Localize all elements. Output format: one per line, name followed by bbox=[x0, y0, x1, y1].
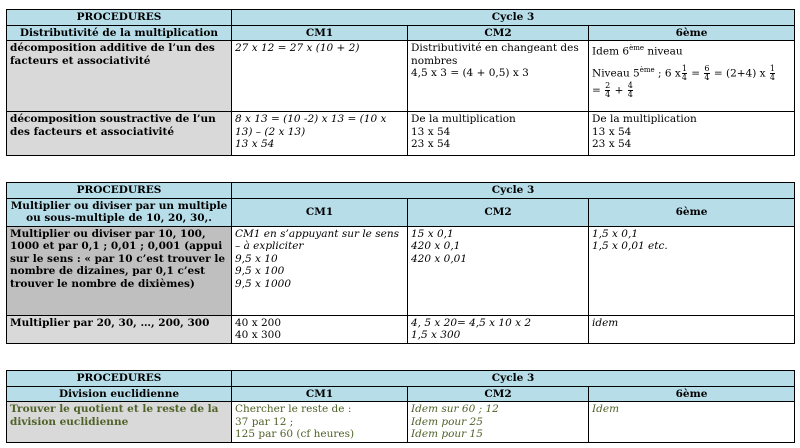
row-label: décomposition soustractive de l’un des facteurs et associativité bbox=[7, 112, 232, 156]
col-6e: 6ème bbox=[589, 198, 795, 226]
cell-line: 23 x 54 bbox=[411, 138, 451, 150]
col-cm2: CM2 bbox=[408, 386, 589, 402]
cell-cm1 bbox=[232, 315, 408, 343]
cell-cm1: 27 x 12 = 27 x (10 + 2) bbox=[232, 41, 408, 112]
col-6e: 6ème bbox=[589, 386, 795, 402]
procedures-header: PROCEDURES bbox=[7, 183, 232, 199]
cell-line: 13 x 54 bbox=[411, 125, 451, 138]
cycle-header: Cycle 3 bbox=[232, 183, 795, 199]
cell-line: Distributivité en changeant des nombres bbox=[411, 42, 579, 67]
cell-line: 37 par 12 ; bbox=[235, 415, 294, 428]
cell-line: 1,5 x 0,01 etc. bbox=[592, 240, 668, 252]
col-cm1: CM1 bbox=[232, 386, 408, 402]
cell-line: Chercher le reste de : bbox=[235, 403, 352, 415]
cell-cm2 bbox=[408, 402, 589, 443]
row-label: Trouver le quotient et le reste de la division euclidienne bbox=[7, 402, 232, 443]
cell-line: 9,5 x 100 bbox=[235, 265, 285, 277]
cell-line: 15 x 0,1 bbox=[411, 227, 454, 240]
fraction-expression-cont: = $\frac{2}{4}$ + $\frac{4}{4}$ bbox=[592, 81, 633, 99]
cell-6e bbox=[589, 41, 795, 112]
cell-cm2 bbox=[408, 226, 589, 315]
cell-line: Idem pour 15 bbox=[411, 428, 483, 440]
cell-line: De la multiplication bbox=[411, 113, 516, 125]
section-title: Division euclidienne bbox=[7, 386, 232, 402]
section-title: Multiplier ou diviser par un multiple ou sous-multiple de 10, 20, 30,. bbox=[7, 198, 232, 226]
cell-6e: idem bbox=[589, 315, 795, 343]
col-cm1: CM1 bbox=[232, 198, 408, 226]
cell-line: Idem pour 25 bbox=[411, 415, 483, 428]
cell-line: Idem sur 60 ; 12 bbox=[411, 403, 499, 415]
section-title: Distributivité de la multiplication bbox=[7, 25, 232, 41]
cycle-header: Cycle 3 bbox=[232, 10, 795, 26]
cell-line: 9,5 x 10 bbox=[235, 252, 278, 265]
row-label: décomposition additive de l’un des facteurs et associativité bbox=[7, 41, 232, 112]
col-6e: 6ème bbox=[589, 25, 795, 41]
cell-line: 23 x 54 bbox=[592, 138, 632, 150]
cell-line: 40 x 300 bbox=[235, 329, 281, 341]
fraction-expression: Niveau 5ème ; 6 x $\frac{1}{4}$ = $\frac{6}{4}$ = (2+4) x $\frac{1}{4}$ bbox=[592, 64, 776, 82]
cell-line: De la multiplication bbox=[592, 113, 697, 125]
cell-line: 4, 5 x 20= 4,5 x 10 x 2 bbox=[411, 316, 532, 329]
cell-cm2 bbox=[408, 112, 589, 156]
row-label: Multiplier ou diviser par 10, 100, 1000 et par 0,1 ; 0,01 ; 0,001 (appui sur le sens : « par 10 c’est trouver le nombre de dizaines, par 0,1 c’est trouver le nombre de dixièmes) bbox=[7, 226, 232, 315]
cell-cm1 bbox=[232, 112, 408, 156]
cell-6e bbox=[589, 112, 795, 156]
cell-cm1 bbox=[232, 402, 408, 443]
cell-cm2 bbox=[408, 41, 589, 112]
cell-cm2 bbox=[408, 315, 589, 343]
cell-line: 9,5 x 1000 bbox=[235, 277, 292, 290]
cell-6e: Idem bbox=[589, 402, 795, 443]
cell-6e bbox=[589, 226, 795, 315]
cell-line: 4,5 x 3 = (4 + 0,5) x 3 bbox=[411, 67, 529, 79]
cell-line: CM1 en s’appuyant sur le sens – à expliciter bbox=[235, 227, 399, 252]
procedures-header: PROCEDURES bbox=[7, 10, 232, 26]
cell-line: 13 x 54 bbox=[592, 125, 632, 138]
cell-line: 420 x 0,1 bbox=[411, 240, 461, 252]
cell-line: 1,5 x 0,1 bbox=[592, 227, 638, 240]
cell-line: 40 x 200 bbox=[235, 316, 281, 329]
cell-line: Idem 6ème niveau bbox=[592, 44, 683, 58]
cell-cm1 bbox=[232, 226, 408, 315]
row-label: Multiplier par 20, 30, …, 200, 300 bbox=[7, 315, 232, 343]
table-multiplier-diviser bbox=[6, 182, 795, 344]
col-cm2: CM2 bbox=[408, 25, 589, 41]
col-cm1: CM1 bbox=[232, 25, 408, 41]
cell-line: 13 x 54 bbox=[235, 138, 275, 150]
cell-line: 125 par 60 (cf heures) bbox=[235, 428, 355, 440]
procedures-header: PROCEDURES bbox=[7, 371, 232, 387]
cell-line: 1,5 x 300 bbox=[411, 329, 461, 341]
cell-line: 8 x 13 = (10 -2) x 13 = (10 x 13) – (2 x 13) bbox=[235, 113, 387, 138]
table-division-euclidienne bbox=[6, 370, 795, 443]
table-distributivite bbox=[6, 9, 795, 156]
col-cm2: CM2 bbox=[408, 198, 589, 226]
cycle-header: Cycle 3 bbox=[232, 371, 795, 387]
cell-line: 420 x 0,01 bbox=[411, 252, 468, 265]
